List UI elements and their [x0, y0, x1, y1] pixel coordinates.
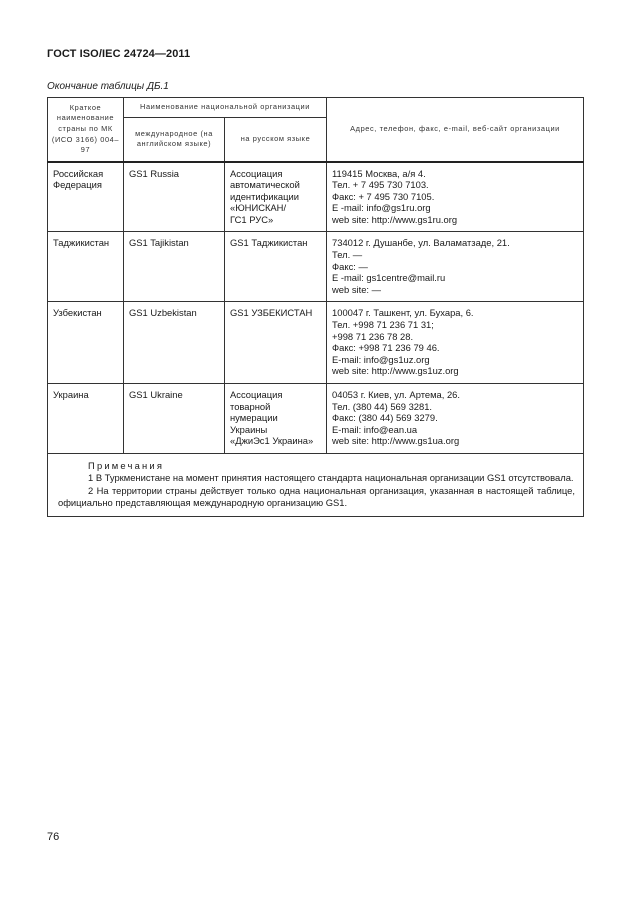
- cell-address: [327, 232, 584, 302]
- table-row: [48, 302, 584, 384]
- cell-country-line: Российская: [53, 167, 104, 179]
- cell-address: [327, 384, 584, 454]
- table-row: [48, 162, 584, 232]
- cell-address-line: Тел. + 7 495 730 7103.: [332, 179, 429, 191]
- cell-address-line: 734012 г. Душанбе, ул. Валаматзаде, 21.: [332, 237, 510, 249]
- cell-address-line: 04053 г. Киев, ул. Артема, 26.: [332, 389, 460, 400]
- cell-russian-line: автоматической: [230, 179, 300, 191]
- cell-russian-line: идентификации: [230, 190, 299, 202]
- cell-country-line: Таджикистан: [53, 237, 110, 249]
- cell-international-line: GS1 Uzbekistan: [129, 307, 197, 319]
- cell-address-line: 119415 Москва, а/я 4.: [332, 167, 426, 179]
- cell-russian-line: GS1 Таджикистан: [230, 237, 308, 249]
- cell-address-line: Факс: —: [332, 260, 368, 272]
- table-notes: [48, 453, 584, 516]
- cell-address-line: Тел. (380 44) 569 3281.: [332, 400, 433, 412]
- cell-address-line: Тел. —: [332, 249, 363, 261]
- cell-russian-line: Ассоциация: [230, 389, 283, 400]
- notes-title: Примечания: [88, 459, 165, 471]
- note-1: 1 В Туркменистане на момент принятия настоящего стандарта национальная организации GS1 отсутствовала.: [88, 472, 574, 484]
- cell-country: [48, 384, 124, 454]
- header-org-name: Наименование национальной организации: [124, 98, 327, 118]
- cell-international-line: GS1 Ukraine: [129, 389, 183, 400]
- note-2: 2 На территории страны действует только одна национальная организация, указанная в настоящей таблице, официально представляющая международную организацию GS1.: [58, 484, 576, 509]
- cell-russian-line: Ассоциация: [230, 167, 283, 179]
- table-caption: Окончание таблицы ДБ.1: [47, 81, 169, 92]
- cell-russian: [225, 232, 327, 302]
- cell-russian-line: ГС1 РУС»: [230, 213, 274, 225]
- header-country: Краткое наименование страны по МК (ИСО 3166) 004–97: [48, 98, 124, 162]
- cell-address-line: E -mail: info@gs1ru.org: [332, 202, 431, 214]
- cell-russian-line: товарной: [230, 400, 271, 412]
- cell-international: [124, 384, 225, 454]
- cell-russian-line: нумерации: [230, 412, 278, 424]
- cell-address-line: Факс: (380 44) 569 3279.: [332, 412, 438, 424]
- cell-address-line: E-mail: info@ean.ua: [332, 423, 418, 435]
- cell-russian: [225, 384, 327, 454]
- cell-country: [48, 232, 124, 302]
- cell-international-line: GS1 Russia: [129, 167, 180, 179]
- organizations-table: [47, 97, 584, 517]
- cell-international: [124, 232, 225, 302]
- cell-russian: [225, 162, 327, 232]
- cell-address-line: +998 71 236 78 28.: [332, 330, 414, 342]
- document-header: ГОСТ ISO/IEC 24724—2011: [47, 48, 191, 60]
- cell-address-line: Тел. +998 71 236 71 31;: [332, 319, 434, 331]
- cell-address-line: web site: —: [332, 283, 381, 295]
- cell-address-line: Факс: + 7 495 730 7105.: [332, 190, 435, 202]
- table-row: [48, 384, 584, 454]
- cell-international: [124, 302, 225, 384]
- cell-address-line: web site: http://www.gs1ru.org: [332, 213, 458, 225]
- header-address: Адрес, телефон, факс, e-mail, веб-сайт организации: [327, 98, 584, 162]
- cell-international-line: GS1 Tajikistan: [129, 237, 189, 249]
- page-number: 76: [47, 831, 60, 843]
- table-row: [48, 232, 584, 302]
- cell-country-line: Узбекистан: [53, 307, 102, 319]
- cell-address-line: E-mail: info@gs1uz.org: [332, 353, 430, 365]
- cell-russian-line: Украины: [230, 423, 268, 435]
- cell-russian: [225, 302, 327, 384]
- cell-country: [48, 302, 124, 384]
- cell-international: [124, 162, 225, 232]
- cell-russian-line: GS1 УЗБЕКИСТАН: [230, 307, 313, 319]
- cell-address-line: 100047 г. Ташкент, ул. Бухара, 6.: [332, 307, 474, 319]
- cell-address-line: web site: http://www.gs1uz.org: [332, 365, 459, 377]
- cell-country-line: Украина: [53, 389, 89, 400]
- cell-address-line: Факс: +998 71 236 79 46.: [332, 342, 440, 354]
- header-international: международное (на английском языке): [124, 118, 225, 162]
- cell-russian-line: «ЮНИСКАН/: [230, 202, 287, 214]
- cell-country: [48, 162, 124, 232]
- cell-russian-line: «ДжиЭс1 Украина»: [230, 435, 314, 447]
- cell-address-line: E -mail: gs1centre@mail.ru: [332, 272, 446, 284]
- cell-address-line: web site: http://www.gs1ua.org: [332, 435, 460, 447]
- header-russian: на русском языке: [225, 118, 327, 162]
- cell-address: [327, 162, 584, 232]
- cell-address: [327, 302, 584, 384]
- cell-country-line: Федерация: [53, 179, 102, 191]
